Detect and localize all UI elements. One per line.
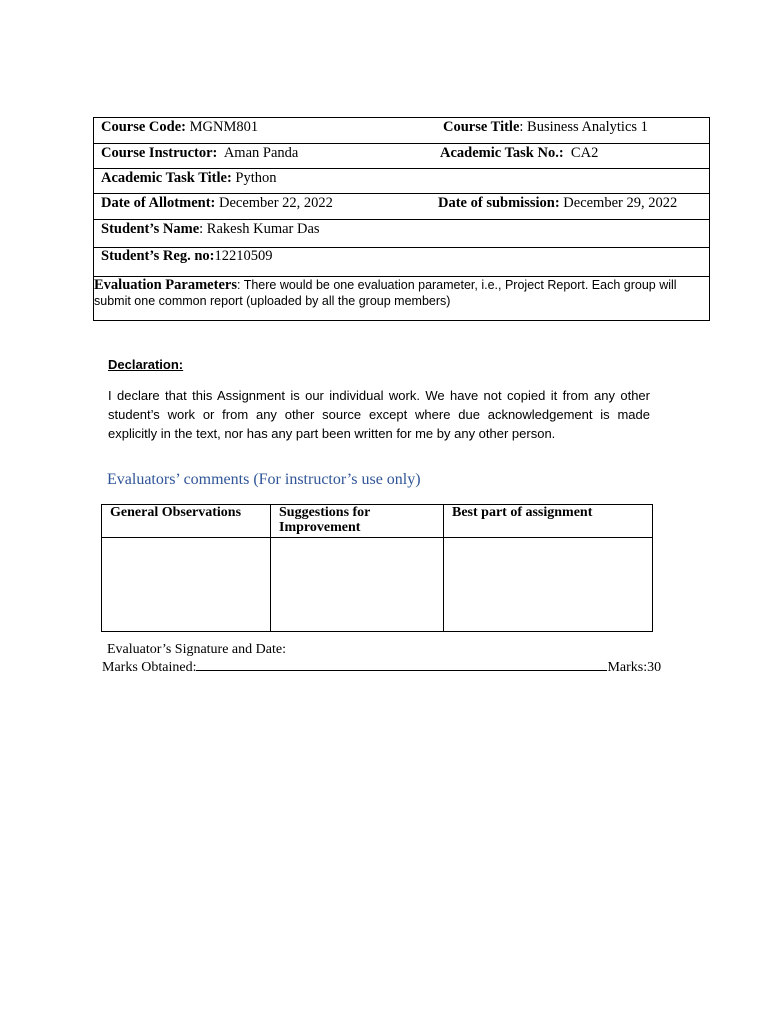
general-observations-cell[interactable] xyxy=(102,538,271,632)
date-of-submission xyxy=(438,195,677,212)
task-no-label: Academic Task No.: xyxy=(440,145,564,161)
course-info-table xyxy=(93,117,710,321)
eval-params-value: : There would be one evaluation parameter, i.e., Project Report. Each group will submit one common report (uploaded by all the group members) xyxy=(94,278,677,308)
instructor-label: Course Instructor: xyxy=(101,145,218,161)
submission-label: Date of submission: xyxy=(438,195,560,211)
evaluators-comments-heading: Evaluators’ comments (For instructor’s use only) xyxy=(107,471,421,488)
info-row-reg-no xyxy=(94,248,709,277)
evaluators-comments-table xyxy=(101,504,653,632)
student-name-label: Student’s Name xyxy=(101,221,200,237)
reg-no-value: 12210509 xyxy=(214,248,273,264)
marks-obtained-blank[interactable] xyxy=(196,658,607,671)
course-code-label: Course Code: xyxy=(101,119,186,135)
course-title-value: : Business Analytics 1 xyxy=(519,119,648,135)
academic-task-title xyxy=(101,170,277,187)
task-title-value: Python xyxy=(231,170,277,186)
date-of-allotment xyxy=(101,195,333,212)
allotment-label: Date of Allotment: xyxy=(101,195,216,211)
student-name-value: : Rakesh Kumar Das xyxy=(199,221,320,237)
course-code xyxy=(101,119,258,136)
comments-entry-row xyxy=(102,538,653,632)
info-row-student-name xyxy=(94,220,709,248)
eval-params-label: Evaluation Parameters xyxy=(94,277,237,293)
info-row-task-title xyxy=(94,169,709,194)
task-title-label: Academic Task Title: xyxy=(101,170,232,186)
declaration-text: I declare that this Assignment is our individual work. We have not copied it from any other student’s work or from any other source except where due acknowledgement is made explicitly in the text, nor has any part been written for me by any other person. xyxy=(108,388,650,441)
academic-task-no xyxy=(440,145,598,162)
instructor-value: Aman Panda xyxy=(217,145,299,161)
course-instructor xyxy=(101,145,298,162)
col-suggestions-for-improvement: Suggestions for Improvement xyxy=(271,505,444,538)
info-row-evaluation xyxy=(94,277,709,320)
declaration-heading: Declaration: xyxy=(108,357,184,372)
student-reg-no xyxy=(101,248,272,265)
info-row-instructor xyxy=(94,144,709,169)
course-title-label: Course Title xyxy=(443,119,520,135)
marks-total: Marks:30 xyxy=(607,660,662,675)
course-code-value: MGNM801 xyxy=(185,119,259,135)
submission-value: December 29, 2022 xyxy=(559,195,678,211)
student-name xyxy=(101,221,320,238)
evaluation-parameters xyxy=(94,277,710,309)
info-row-dates xyxy=(94,194,709,220)
evaluator-signature-label: Evaluator’s Signature and Date: xyxy=(107,642,286,657)
col-best-part-of-assignment: Best part of assignment xyxy=(444,505,653,538)
col-general-observations: General Observations xyxy=(102,505,271,538)
task-no-value: CA2 xyxy=(563,145,599,161)
marks-obtained-label: Marks Obtained: xyxy=(102,660,197,675)
marks-line xyxy=(102,658,661,676)
info-row-course xyxy=(94,118,709,144)
course-title xyxy=(443,119,648,136)
best-part-cell[interactable] xyxy=(444,538,653,632)
reg-no-label: Student’s Reg. no: xyxy=(101,248,215,264)
allotment-value: December 22, 2022 xyxy=(215,195,333,211)
comments-header-row xyxy=(102,505,653,538)
suggestions-cell[interactable] xyxy=(271,538,444,632)
